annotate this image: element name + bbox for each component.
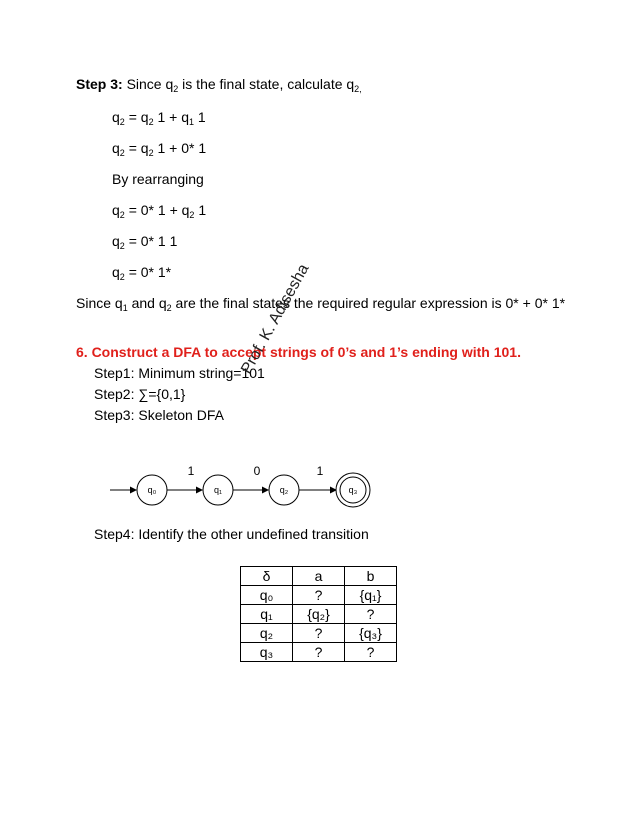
question-heading: 6. Construct a DFA to accept strings of 0’s and 1’s ending with 101. xyxy=(76,344,521,360)
table-row xyxy=(241,586,397,605)
transition-label-1: 1 xyxy=(187,464,195,478)
transition-label-3: 1 xyxy=(316,464,324,478)
step3-skeleton-text: Step3: Skeleton DFA xyxy=(94,407,224,423)
table-cell: ? xyxy=(345,605,397,624)
table-cell: {q₃} xyxy=(345,624,397,643)
state-q1-label: q₁ xyxy=(213,485,223,495)
table-header-row xyxy=(241,567,397,586)
table-row xyxy=(241,624,397,643)
transition-table xyxy=(240,566,397,662)
header-delta: δ xyxy=(241,567,293,586)
rearranging-text: By rearranging xyxy=(112,171,204,187)
table-cell: {q₁} xyxy=(345,586,397,605)
equation-3: $q_2 = 0*$ $1 + q_2$ 1 xyxy=(112,202,207,220)
table-row xyxy=(241,605,397,624)
table-cell: q₂ xyxy=(241,624,293,643)
table-cell: ? xyxy=(345,643,397,662)
table-cell: q₀ xyxy=(241,586,293,605)
conclusion-text: Since $q_1$ and $q_2$ are the final states the required regular expression is 0* + 0* 1* xyxy=(76,295,566,313)
dfa-diagram xyxy=(100,458,390,510)
table-row xyxy=(241,643,397,662)
equation-5: $q_2 = 0*$ 1* xyxy=(112,264,172,282)
equation-4: $q_2 = 0*$ 1 1 xyxy=(112,233,178,251)
step2-text: Step2: ∑={0,1} xyxy=(94,386,186,402)
header-a: a xyxy=(293,567,345,586)
state-q2-label: q₂ xyxy=(279,485,289,495)
table-cell: {q₂} xyxy=(293,605,345,624)
table-cell: ? xyxy=(293,643,345,662)
table-cell: ? xyxy=(293,624,345,643)
table-cell: q₁ xyxy=(241,605,293,624)
equation-2: $q_2 = q_2$ 1 + 0* 1 xyxy=(112,140,207,158)
step1-text: Step1: Minimum string=101 xyxy=(94,365,265,381)
table-cell: q₃ xyxy=(241,643,293,662)
state-q3-label: q₃ xyxy=(348,485,358,495)
step3-heading: Step 3: Since $q_2$ is the final state, calculate $q_{2,}$ xyxy=(76,76,362,94)
header-b: b xyxy=(345,567,397,586)
table-cell: ? xyxy=(293,586,345,605)
transition-label-2: 0 xyxy=(253,464,261,478)
step4-text: Step4: Identify the other undefined transition xyxy=(94,526,369,542)
watermark: Prof. K. Adisesha xyxy=(238,261,313,377)
state-q0-label: q₀ xyxy=(147,485,157,495)
equation-1: $q_2 = q_2$ $1 + q_1$ 1 xyxy=(112,109,206,127)
